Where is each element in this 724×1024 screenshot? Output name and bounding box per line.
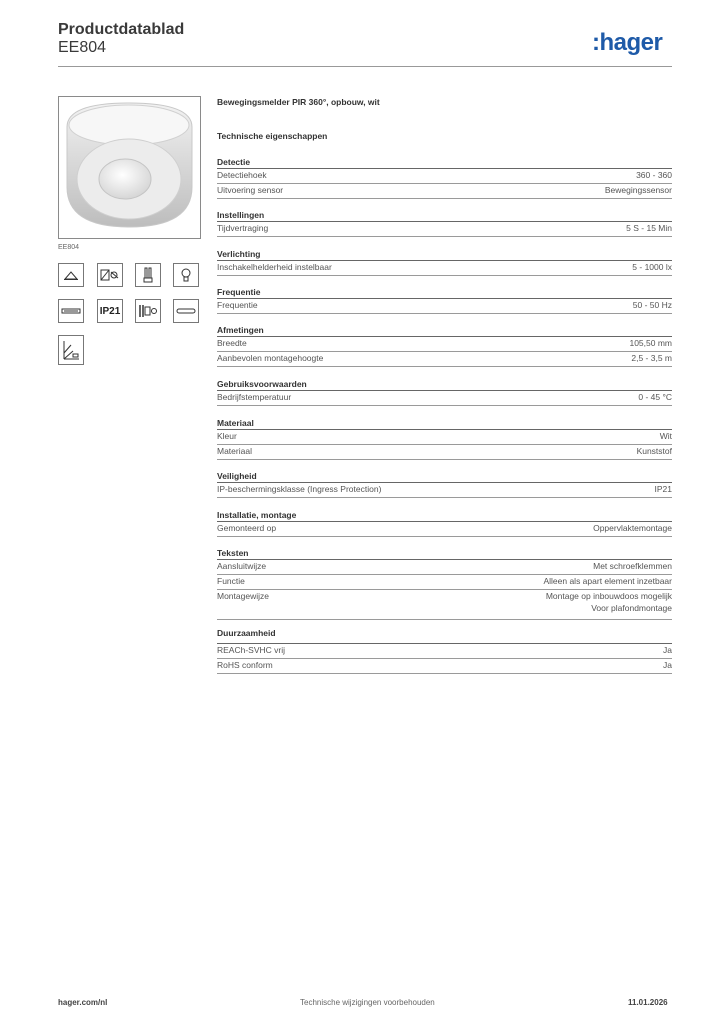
photo-caption: EE804 (58, 244, 80, 251)
tech-properties-title: Technische eigenschappen (217, 131, 328, 141)
table-row (217, 222, 672, 237)
mounting-angle-icon (58, 335, 84, 365)
row-label: REACh-SVHC vrij (217, 645, 286, 655)
row-value: 360 - 360 (636, 170, 672, 180)
row-label: Uitvoering sensor (217, 185, 284, 195)
product-photo (58, 96, 201, 239)
product-title: Bewegingsmelder PIR 360°, opbouw, wit (217, 97, 380, 107)
footer-disclaimer: Technische wijzigingen voorbehouden (300, 998, 435, 1007)
section-title-frequentie: Frequentie (217, 287, 261, 297)
row-label: Aansluitwijze (217, 561, 267, 571)
row-value: 5 S - 15 Min (626, 223, 672, 233)
row-label: Montagewijze (217, 591, 269, 601)
row-value: IP21 (654, 484, 672, 494)
row-label: Materiaal (217, 446, 252, 456)
row-label: RoHS conform (217, 660, 273, 670)
table-row (217, 483, 672, 498)
row-value: 50 - 50 Hz (632, 300, 672, 310)
row-label: Aanbevolen montagehoogte (217, 353, 324, 363)
row-value: Oppervlaktemontage (593, 523, 672, 533)
motion-detection-icon (97, 263, 123, 287)
row-label: IP-beschermingsklasse (Ingress Protection) (217, 484, 382, 494)
table-row (217, 337, 672, 352)
row-label: Bedrijfstemperatuur (217, 392, 292, 402)
pir-sensor-icon (135, 299, 161, 323)
table-row (217, 644, 672, 659)
ip21-label: IP21 (99, 305, 121, 317)
section-title-instellingen: Instellingen (217, 210, 265, 220)
row-label: Gemonteerd op (217, 523, 277, 533)
fluorescent-lamp-icon (135, 263, 161, 287)
table-row (217, 299, 672, 314)
row-label: Inschakelhelderheid instelbaar (217, 262, 332, 272)
row-value: 2,5 - 3,5 m (631, 353, 672, 363)
table-row (217, 169, 672, 184)
row-label: Tijdvertraging (217, 223, 269, 233)
header-divider (58, 66, 672, 67)
footer-date: 11.01.2026 (628, 998, 668, 1007)
row-value: Alleen als apart element inzetbaar (543, 576, 672, 586)
table-row (217, 560, 672, 575)
section-title-materiaal: Materiaal (217, 418, 254, 428)
table-row (217, 575, 672, 590)
table-row (217, 184, 672, 199)
hager-logo: :hager (592, 29, 663, 56)
row-value: Ja (663, 660, 672, 670)
section-title-duurzaamheid: Duurzaamheid (217, 628, 276, 638)
row-value: Ja (663, 645, 672, 655)
section-title-teksten: Teksten (217, 548, 249, 558)
footer-website-link[interactable]: hager.com/nl (58, 998, 108, 1007)
table-row (217, 522, 672, 537)
section-title-detectie: Detectie (217, 157, 251, 167)
table-row (217, 659, 672, 674)
table-row (217, 261, 672, 276)
section-title-installatie: Installatie, montage (217, 510, 297, 520)
ceiling-mount-icon (58, 263, 84, 287)
page-title: Productdatablad (58, 21, 185, 38)
row-value: Met schroefklemmen (593, 561, 672, 571)
section-title-gebruiksvoorwaarden: Gebruiksvoorwaarden (217, 379, 307, 389)
row-value: Kunststof (636, 446, 672, 456)
table-row (217, 352, 672, 367)
product-code: EE804 (58, 39, 107, 56)
row-value-line-1: Montage op inbouwdoos mogelijk (545, 591, 672, 601)
section-title-verlichting: Verlichting (217, 249, 261, 259)
row-value: Bewegingssensor (604, 185, 672, 195)
section-title-veiligheid: Veiligheid (217, 471, 257, 481)
incandescent-lamp-icon (173, 263, 199, 287)
section-title-afmetingen: Afmetingen (217, 325, 264, 335)
led-strip-icon (58, 299, 84, 323)
table-row (217, 430, 672, 445)
table-row (217, 590, 672, 620)
table-row (217, 391, 672, 406)
row-label: Breedte (217, 338, 247, 348)
row-label: Functie (217, 576, 245, 586)
row-value: 5 - 1000 lx (632, 262, 672, 272)
row-value: 105,50 mm (629, 338, 672, 348)
row-label: Detectiehoek (217, 170, 267, 180)
table-row (217, 445, 672, 460)
ip21-badge-icon (97, 299, 123, 323)
row-value: Wit (659, 431, 672, 441)
row-value-line-2: Voor plafondmontage (591, 602, 672, 613)
row-value: 0 - 45 °C (638, 392, 672, 402)
row-label: Frequentie (217, 300, 258, 310)
lamp-tube-icon (173, 299, 199, 323)
row-label: Kleur (217, 431, 237, 441)
row-value (546, 591, 672, 614)
